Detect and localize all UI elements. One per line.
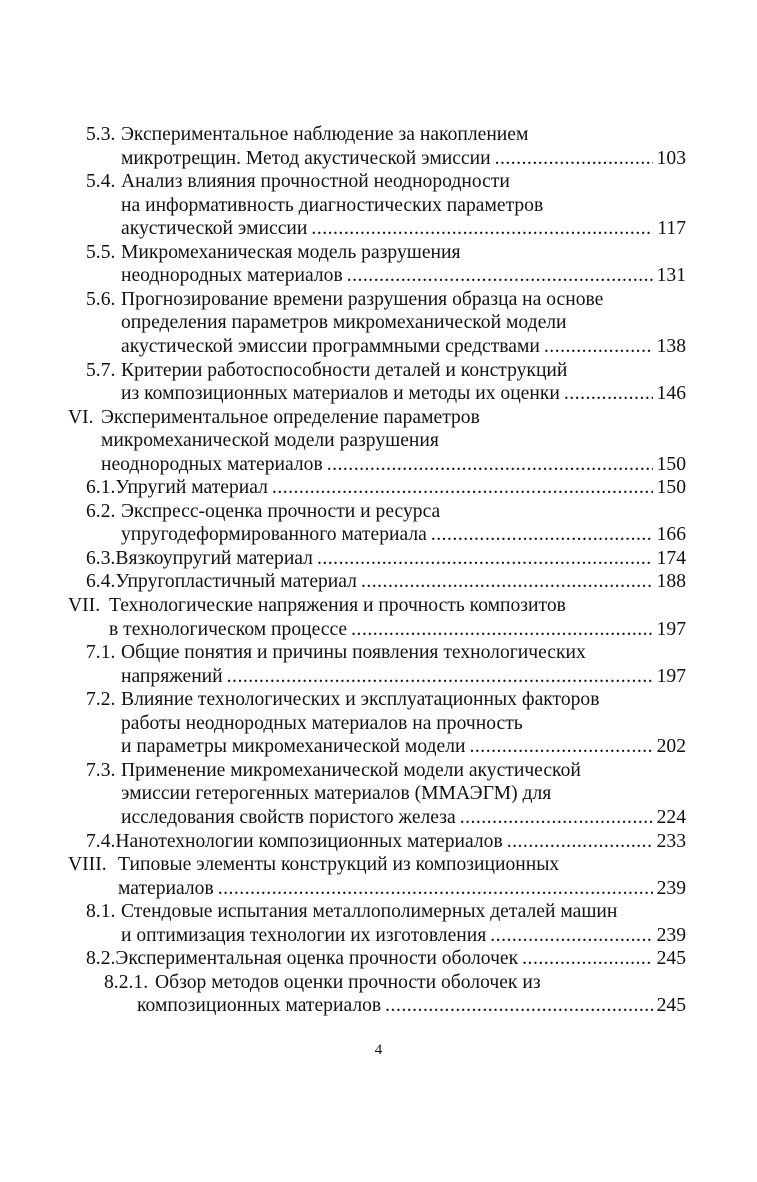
toc-page-number: 174: [656, 547, 686, 569]
toc-page-number: 197: [656, 665, 686, 687]
toc-line: [121, 263, 686, 289]
toc-entry-number: 5.5.: [86, 241, 116, 263]
toc-entry-title: упругодеформированного материала: [121, 524, 427, 546]
toc-line: [86, 287, 603, 313]
toc-entry-title: Микромеханическая модель разрушения: [121, 241, 461, 263]
toc-entry-number: 7.2.: [86, 689, 116, 711]
toc-leader-dots: [460, 805, 653, 831]
toc-line: [109, 617, 686, 643]
toc-entry-title: Общие понятия и причины появления технологических: [121, 642, 586, 664]
toc-entry-title: и оптимизация технологии их изготовления: [121, 924, 487, 946]
toc-leader-dots: [495, 146, 653, 172]
toc-page-number: 233: [656, 830, 686, 852]
toc-line: [121, 923, 686, 949]
toc-page-number: 239: [656, 924, 686, 946]
toc-entry-title: микротрещин. Метод акустической эмиссии: [121, 147, 491, 169]
toc-line: [86, 640, 586, 666]
toc-entry-number: 6.3.: [86, 547, 116, 569]
toc-page-number: 245: [656, 948, 686, 970]
toc-entry-number: 6.1.: [86, 477, 116, 499]
toc-entry-number: 5.6.: [86, 288, 116, 310]
toc-entry-title: Критерии работоспособности деталей и конструкций: [121, 359, 568, 381]
toc-line: [121, 193, 543, 219]
toc-entry-title: и параметры микромеханической модели: [121, 736, 466, 758]
toc-entry-title: эмиссии гетерогенных материалов (ММАЭГМ) для: [121, 783, 552, 805]
toc-page-number: 202: [656, 736, 686, 758]
toc-page-number: 150: [656, 453, 686, 475]
toc-page-number: 103: [656, 147, 686, 169]
page-number: 4: [374, 1042, 383, 1058]
toc-line: [86, 122, 528, 148]
toc-line: [101, 428, 439, 454]
toc-entry-number: VII.: [68, 595, 101, 616]
toc-entry-title: на информативность диагностических параметров: [121, 194, 544, 216]
toc-line: [86, 687, 599, 713]
toc-entry-title: Обзор методов оценки прочности оболочек из: [155, 971, 541, 993]
toc-entry-title: из композиционных материалов и методы их оценки: [121, 383, 560, 405]
toc-line: [121, 664, 686, 690]
toc-line: [86, 240, 461, 266]
toc-entry-title: Вязкоупругий материал: [115, 547, 313, 569]
toc-leader-dots: [347, 263, 653, 289]
toc-entry-title: напряжений: [121, 665, 223, 687]
toc-line: [86, 358, 567, 384]
toc-entry-title: композиционных материалов: [137, 995, 382, 1017]
toc-line: [86, 569, 686, 595]
toc-entry-title: Упругопластичный материал: [115, 571, 357, 593]
toc-line: [68, 405, 480, 431]
toc-page-number: 138: [656, 335, 686, 357]
toc-entry-number: 5.7.: [86, 359, 116, 381]
toc-entry-title: Экспериментальное определение параметров: [101, 406, 480, 428]
toc-entry-number: 6.4.: [86, 571, 116, 593]
toc-entry-number: 7.4.: [86, 830, 116, 852]
toc-entry-title: акустической эмиссии программными средствами: [121, 335, 540, 357]
toc-entry-title: работы неоднородных материалов на прочность: [121, 712, 523, 734]
toc-line: [121, 216, 686, 242]
toc-entry-title: неоднородных материалов: [121, 265, 343, 287]
toc-entry-title: Экспресс-оценка прочности и ресурса: [121, 500, 441, 522]
toc-entry-number: VI.: [68, 406, 94, 428]
toc-entry-title: Технологические напряжения и прочность композитов: [109, 595, 566, 616]
toc-entry-number: 6.2.: [86, 500, 116, 522]
toc-entry-title: Стендовые испытания металлополимерных деталей машин: [121, 901, 618, 923]
toc-leader-dots: [327, 452, 653, 478]
toc-page-number: 224: [656, 806, 686, 828]
toc-line: [121, 146, 686, 172]
toc-page-number: 131: [656, 265, 686, 287]
toc-entry-title: материалов: [118, 877, 214, 899]
toc-line: [86, 829, 686, 855]
toc-line: [68, 593, 566, 619]
toc-entry-title: определения параметров микромеханической модели: [121, 312, 567, 334]
toc-entry-title: акустической эмиссии: [121, 218, 308, 240]
toc-entry-number: 8.2.: [86, 948, 116, 970]
toc-entry-number: 5.4.: [86, 171, 116, 193]
toc-leader-dots: [317, 546, 653, 572]
toc-line: [86, 899, 617, 925]
toc-line: [86, 169, 510, 195]
toc-line: [121, 522, 686, 548]
toc-leader-dots: [311, 216, 653, 242]
toc-leader-dots: [490, 923, 652, 949]
toc-page-number: 117: [657, 218, 686, 240]
toc-entry-number: VIII.: [68, 854, 107, 876]
toc-entry-title: Влияние технологических и эксплуатационных факторов: [121, 689, 600, 711]
toc-leader-dots: [351, 617, 652, 643]
toc-entry-number: 7.3.: [86, 759, 116, 781]
toc-line: [86, 475, 686, 501]
toc-page-number: 197: [656, 618, 686, 640]
toc-entry-number: 5.3.: [86, 124, 116, 145]
toc-line: [101, 452, 686, 478]
toc-entry-title: Типовые элементы конструкций из композиционных: [118, 854, 560, 876]
toc-leader-dots: [507, 829, 653, 855]
toc-line: [86, 546, 686, 572]
toc-leader-dots: [564, 381, 653, 407]
toc-entry-title: в технологическом процессе: [109, 618, 348, 640]
toc-entry-number: 8.1.: [86, 901, 116, 923]
toc-entry-title: Экспериментальная оценка прочности оболочек: [115, 948, 519, 970]
toc-entry-title: Экспериментальное наблюдение за накоплением: [121, 124, 529, 145]
toc-page-number: 245: [656, 995, 686, 1017]
toc-leader-dots: [272, 475, 653, 501]
toc-entry-title: Упругий материал: [115, 477, 268, 499]
toc-line: [121, 734, 686, 760]
toc-page-number: 239: [656, 877, 686, 899]
toc-leader-dots: [218, 876, 653, 902]
toc-entry-title: микромеханической модели разрушения: [101, 430, 439, 452]
toc-line: [137, 993, 686, 1019]
toc-line: [104, 970, 541, 996]
toc-entry-number: 8.2.1.: [104, 971, 149, 993]
toc-line: [86, 499, 440, 525]
toc-entry-title: Применение микромеханической модели акустической: [121, 759, 581, 781]
toc-line: [121, 711, 523, 737]
toc-page-number: 146: [656, 383, 686, 405]
toc-leader-dots: [522, 946, 652, 972]
toc-line: [121, 381, 686, 407]
toc-line: [68, 852, 559, 878]
toc-line: [86, 758, 581, 784]
toc-line: [121, 334, 686, 360]
toc-line: [121, 781, 551, 807]
toc-leader-dots: [470, 734, 653, 760]
toc-line: [121, 310, 567, 336]
toc-entry-title: Прогнозирование времени разрушения образца на основе: [121, 288, 604, 310]
toc-leader-dots: [385, 993, 652, 1019]
toc-entry-number: 7.1.: [86, 642, 116, 664]
toc-entry-title: неоднородных материалов: [101, 453, 323, 475]
toc-entry-title: Анализ влияния прочностной неоднородности: [121, 171, 510, 193]
toc-page-number: 188: [656, 571, 686, 593]
toc-page-number: 150: [656, 477, 686, 499]
toc-line: [118, 876, 686, 902]
toc-leader-dots: [361, 569, 653, 595]
toc-entry-title: Нанотехнологии композиционных материалов: [115, 830, 503, 852]
toc-line: [86, 946, 686, 972]
toc-line: [121, 805, 686, 831]
toc-leader-dots: [431, 522, 653, 548]
toc-leader-dots: [544, 334, 653, 360]
toc-leader-dots: [227, 664, 653, 690]
toc-entry-title: исследования свойств пористого железа: [121, 806, 456, 828]
toc-page-number: 166: [656, 524, 686, 546]
